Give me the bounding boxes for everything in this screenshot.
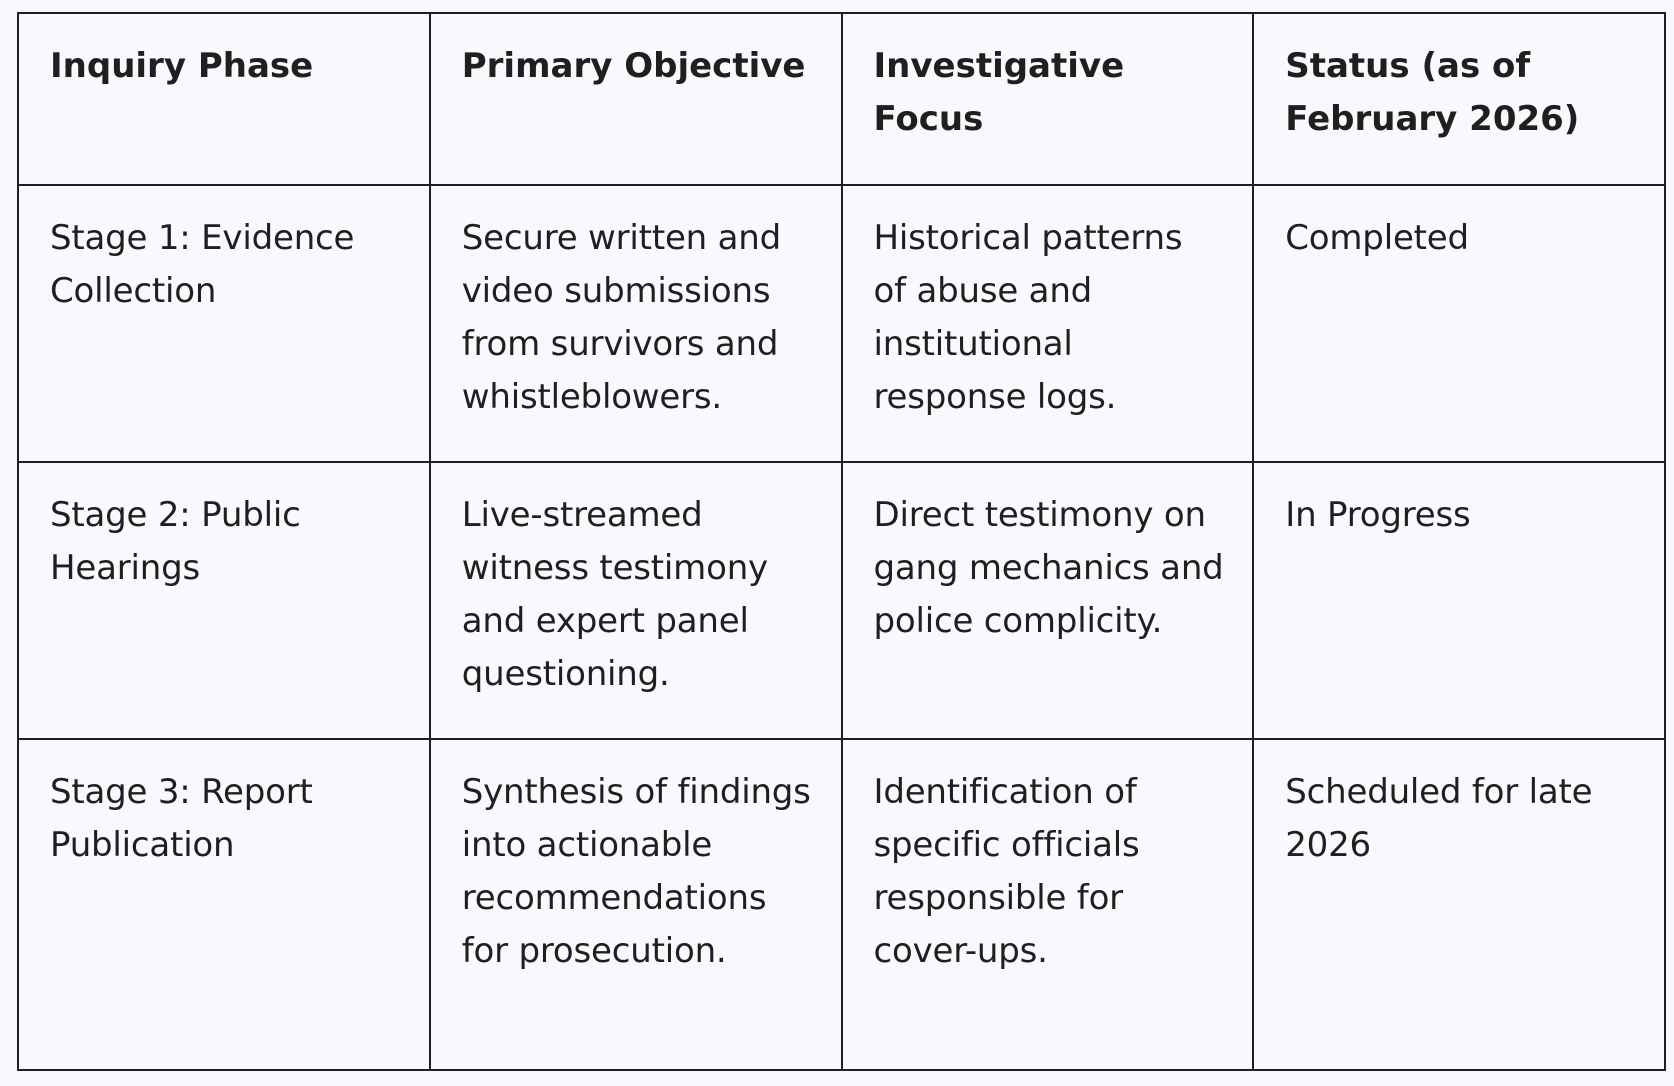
inquiry-table [17, 12, 1666, 1071]
header-inquiry-phase: Inquiry Phase [18, 13, 430, 185]
cell-objective: Synthesis of findings into actionable recommendations for prosecution. [430, 739, 842, 1070]
table-header [18, 13, 1665, 185]
header-row [18, 13, 1665, 185]
header-primary-objective: Primary Objective [430, 13, 842, 185]
cell-phase: Stage 3: Report Publication [18, 739, 430, 1070]
table-row [18, 462, 1665, 739]
table-row [18, 739, 1665, 1070]
header-investigative-focus: Investigative Focus [842, 13, 1254, 185]
cell-focus: Historical patterns of abuse and institutional response logs. [842, 185, 1254, 462]
cell-focus: Identification of specific officials responsible for cover-ups. [842, 739, 1254, 1070]
cell-status: In Progress [1253, 462, 1665, 739]
cell-status: Scheduled for late 2026 [1253, 739, 1665, 1070]
header-status: Status (as of February 2026) [1253, 13, 1665, 185]
cell-phase: Stage 1: Evidence Collection [18, 185, 430, 462]
table-body [18, 185, 1665, 1070]
cell-phase: Stage 2: Public Hearings [18, 462, 430, 739]
cell-objective: Secure written and video submissions from survivors and whistleblowers. [430, 185, 842, 462]
cell-focus: Direct testimony on gang mechanics and police complicity. [842, 462, 1254, 739]
table-row [18, 185, 1665, 462]
cell-status: Completed [1253, 185, 1665, 462]
cell-objective: Live-streamed witness testimony and expert panel questioning. [430, 462, 842, 739]
